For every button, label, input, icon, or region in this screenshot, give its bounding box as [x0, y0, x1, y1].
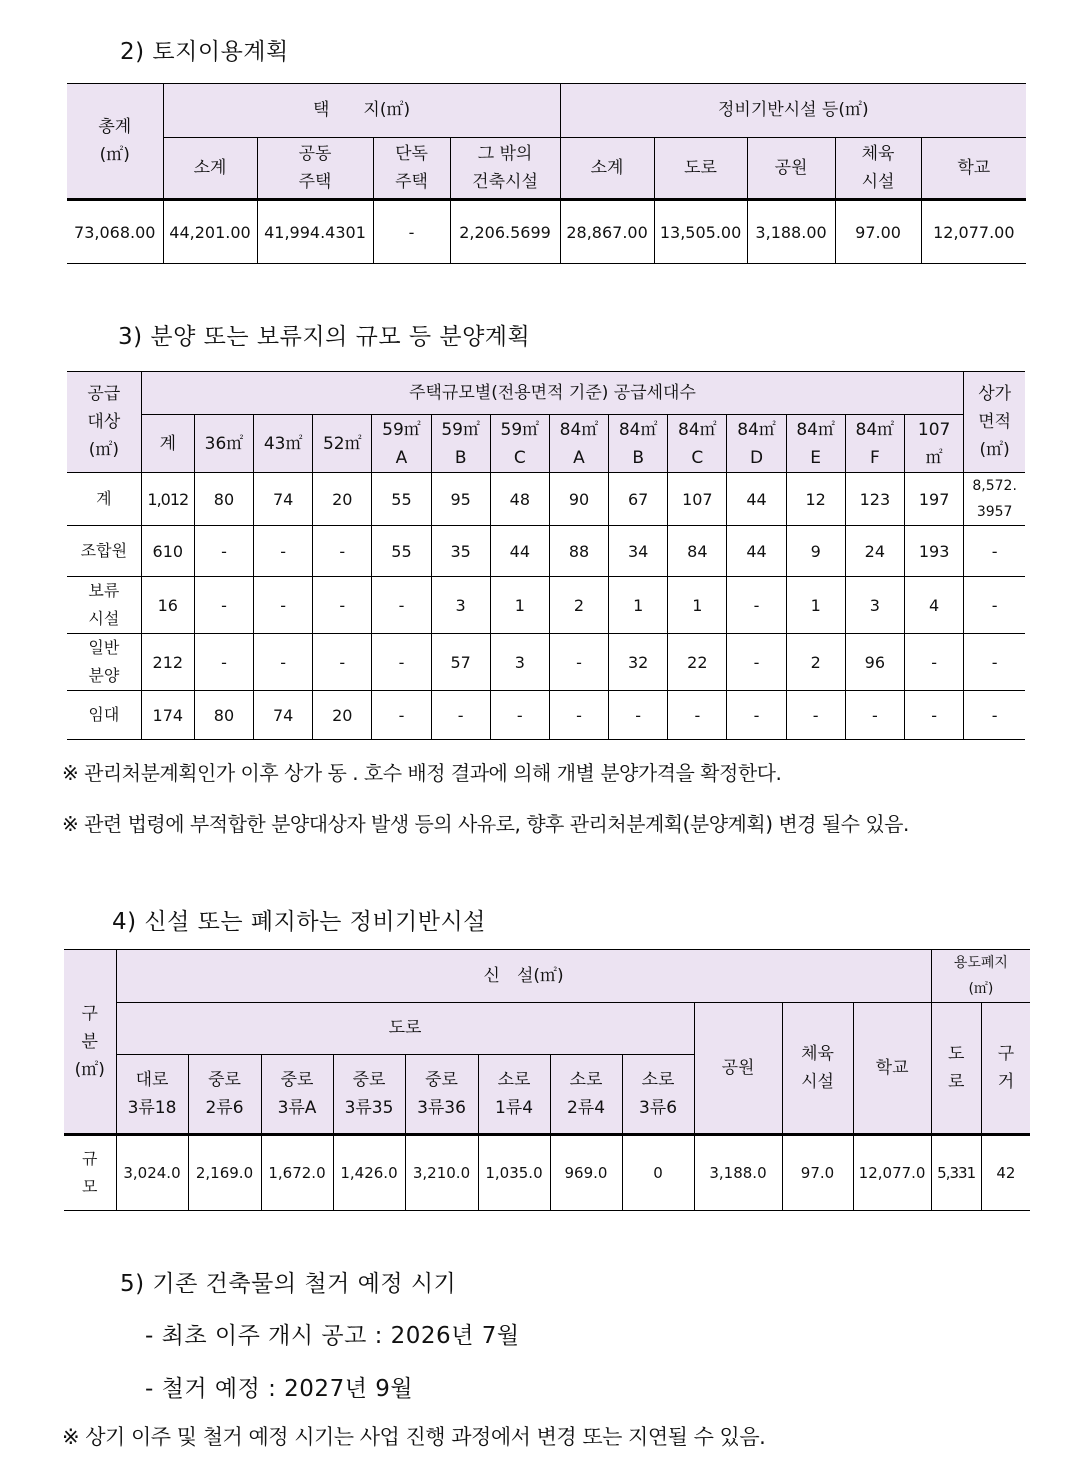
- cell: 2,169.0: [188, 1135, 261, 1211]
- header-commercial-area: 상가 면적 (㎡): [964, 372, 1025, 473]
- cell: 97.0: [782, 1135, 853, 1211]
- cell: -: [904, 634, 963, 691]
- cell: 9: [786, 526, 845, 577]
- header-infrastructure: 정비기반시설 등(㎡): [560, 84, 1026, 138]
- cell: -: [313, 577, 372, 634]
- cell: -: [609, 691, 668, 740]
- table-row: [64, 1135, 1030, 1211]
- row-label: 계: [67, 473, 141, 526]
- cell: 3,210.0: [405, 1135, 478, 1211]
- cell: 123: [845, 473, 904, 526]
- cell: -: [727, 691, 786, 740]
- header-size-col: 84㎡ C: [668, 415, 727, 473]
- cell: -: [845, 691, 904, 740]
- header-subtotal-2: 소계: [560, 138, 654, 200]
- cell: 35: [431, 526, 490, 577]
- cell: 3,188.0: [694, 1135, 782, 1211]
- cell: -: [431, 691, 490, 740]
- cell: 67: [609, 473, 668, 526]
- header-apartment: 공동 주택: [257, 138, 373, 200]
- header-road: 도로: [654, 138, 747, 200]
- header-road-class: 중로 3류35: [333, 1055, 405, 1135]
- cell: 1,012: [141, 473, 194, 526]
- cell: -: [313, 526, 372, 577]
- table-row: [67, 526, 1025, 577]
- table-row: [67, 634, 1025, 691]
- cell: 88: [549, 526, 608, 577]
- cell: 610: [141, 526, 194, 577]
- header-road-class: 소로 1류4: [478, 1055, 550, 1135]
- cell: 3: [845, 577, 904, 634]
- header-size-col: 107 ㎡: [904, 415, 963, 473]
- cell: 55: [372, 473, 431, 526]
- cell: 44: [727, 473, 786, 526]
- cell: -: [727, 577, 786, 634]
- cell: 0: [622, 1135, 694, 1211]
- row-label: 보류 시설: [67, 577, 141, 634]
- header-size-col: 36㎡: [194, 415, 253, 473]
- cell: 1: [668, 577, 727, 634]
- header-other-buildings: 그 밖의 건축시설: [450, 138, 560, 200]
- cell: 1,426.0: [333, 1135, 405, 1211]
- cell: -: [904, 691, 963, 740]
- header-road-class: 중로 3류A: [261, 1055, 333, 1135]
- cell: 20: [313, 691, 372, 740]
- cell: 55: [372, 526, 431, 577]
- note-3: ※ 상기 이주 및 철거 예정 시기는 사업 진행 과정에서 변경 또는 지연될 수 있음.: [62, 1425, 766, 1449]
- table-row: [67, 577, 1025, 634]
- cell: 80: [194, 473, 253, 526]
- table-row: 73,068.00 44,201.00 41,994.4301 - 2,206.5699 28,867.00 13,505.00 3,188.00 97.00 12,077.00: [67, 200, 1026, 264]
- cell: 969.0: [550, 1135, 622, 1211]
- infrastructure-table: [64, 949, 1030, 1211]
- header-size-col: 84㎡ A: [549, 415, 608, 473]
- header-road-class: 소로 3류6: [622, 1055, 694, 1135]
- cell: 20: [313, 473, 372, 526]
- header-kind: 구 분 (㎡): [64, 950, 116, 1135]
- commercial-area-cell: -: [964, 691, 1025, 740]
- cell: 174: [141, 691, 194, 740]
- header-size-col: 59㎡ A: [372, 415, 431, 473]
- cell: -: [668, 691, 727, 740]
- cell: 74: [254, 691, 313, 740]
- cell: -: [254, 634, 313, 691]
- header-units-by-size: 주택규모별(전용면적 기준) 공급세대수: [141, 372, 964, 415]
- header-park: 공원: [747, 138, 835, 200]
- header-road-class: 소로 2류4: [550, 1055, 622, 1135]
- header-abolish-ditch: 구 거: [981, 1003, 1030, 1135]
- table-row: [67, 473, 1025, 526]
- cell: -: [549, 691, 608, 740]
- header-road-class: 중로 2류6: [188, 1055, 261, 1135]
- cell: 2: [549, 577, 608, 634]
- commercial-area-cell: 8,572. 3957: [964, 473, 1025, 526]
- header-new: 신 설(㎡): [116, 950, 931, 1003]
- cell: -: [372, 634, 431, 691]
- cell: 24: [845, 526, 904, 577]
- land-use-table: [67, 83, 1026, 264]
- relocation-notice: - 최초 이주 개시 공고 : 2026년 7월: [145, 1323, 520, 1349]
- header-size-col: 84㎡ D: [727, 415, 786, 473]
- cell: 80: [194, 691, 253, 740]
- row-label: 임대: [67, 691, 141, 740]
- cell: 44: [490, 526, 549, 577]
- cell: 57: [431, 634, 490, 691]
- row-label: 일반 분양: [67, 634, 141, 691]
- cell: 44: [727, 526, 786, 577]
- cell: 1: [609, 577, 668, 634]
- cell: 74: [254, 473, 313, 526]
- cell: -: [372, 577, 431, 634]
- header-road-class: 중로 3류36: [405, 1055, 478, 1135]
- cell: 12: [786, 473, 845, 526]
- note-1: ※ 관리처분계획인가 이후 상가 동 . 호수 배정 결과에 의해 개별 분양가격을 확정한다.: [62, 761, 782, 785]
- note-2: ※ 관련 법령에 부적합한 분양대상자 발생 등의 사유로, 향후 관리처분계획(분양계획) 변경 될수 있음.: [62, 812, 909, 836]
- cell: 96: [845, 634, 904, 691]
- row-label: 조합원: [67, 526, 141, 577]
- cell: -: [372, 691, 431, 740]
- cell: 22: [668, 634, 727, 691]
- header-size-col: 계: [141, 415, 194, 473]
- cell: 3: [431, 577, 490, 634]
- cell: -: [490, 691, 549, 740]
- header-abolish: 용도폐지 (㎡): [931, 950, 1030, 1003]
- cell: -: [727, 634, 786, 691]
- section3-title: 3) 분양 또는 보류지의 규모 등 분양계획: [118, 324, 531, 350]
- section2-title: 2) 토지이용계획: [120, 39, 289, 65]
- cell: -: [254, 577, 313, 634]
- header-sports: 체육 시설: [835, 138, 921, 200]
- cell: -: [254, 526, 313, 577]
- cell: 1: [490, 577, 549, 634]
- header-size-col: 84㎡ F: [845, 415, 904, 473]
- cell: 4: [904, 577, 963, 634]
- cell: 197: [904, 473, 963, 526]
- header-school: 학교: [853, 1003, 931, 1135]
- cell: -: [549, 634, 608, 691]
- cell: 1: [786, 577, 845, 634]
- cell: 95: [431, 473, 490, 526]
- cell: -: [194, 526, 253, 577]
- header-abolish-road: 도 로: [931, 1003, 981, 1135]
- cell: 3,024.0: [116, 1135, 188, 1211]
- header-size-col: 59㎡ C: [490, 415, 549, 473]
- header-size-col: 59㎡ B: [431, 415, 490, 473]
- header-subtotal: 소계: [163, 138, 257, 200]
- row-label: 규 모: [64, 1135, 116, 1211]
- table-row: [67, 691, 1025, 740]
- cell: 42: [981, 1135, 1030, 1211]
- header-residential-land: 택 지(㎡): [163, 84, 560, 138]
- header-road: 도로: [116, 1003, 694, 1055]
- commercial-area-cell: -: [964, 526, 1025, 577]
- header-sports: 체육 시설: [782, 1003, 853, 1135]
- cell: 107: [668, 473, 727, 526]
- cell: 212: [141, 634, 194, 691]
- section5-title: 5) 기존 건축물의 철거 예정 시기: [120, 1271, 457, 1297]
- cell: 2: [786, 634, 845, 691]
- cell: 32: [609, 634, 668, 691]
- cell: 84: [668, 526, 727, 577]
- header-size-col: 43㎡: [254, 415, 313, 473]
- cell: -: [313, 634, 372, 691]
- cell: 16: [141, 577, 194, 634]
- header-park: 공원: [694, 1003, 782, 1135]
- cell: 1,672.0: [261, 1135, 333, 1211]
- cell: 193: [904, 526, 963, 577]
- cell: -: [194, 634, 253, 691]
- header-size-col: 84㎡ B: [609, 415, 668, 473]
- commercial-area-cell: -: [964, 634, 1025, 691]
- cell: -: [194, 577, 253, 634]
- cell: 90: [549, 473, 608, 526]
- section4-title: 4) 신설 또는 폐지하는 정비기반시설: [112, 909, 486, 935]
- cell: -: [786, 691, 845, 740]
- header-school: 학교: [921, 138, 1026, 200]
- header-supply-target: 공급 대상 (㎡): [67, 372, 141, 473]
- cell: 1,035.0: [478, 1135, 550, 1211]
- cell: 3: [490, 634, 549, 691]
- header-size-col: 84㎡ E: [786, 415, 845, 473]
- cell: 5,331: [931, 1135, 981, 1211]
- sales-plan-table: [67, 371, 1025, 740]
- header-road-class: 대로 3류18: [116, 1055, 188, 1135]
- cell: 12,077.0: [853, 1135, 931, 1211]
- header-detached: 단독 주택: [373, 138, 450, 200]
- header-size-col: 52㎡: [313, 415, 372, 473]
- cell: 34: [609, 526, 668, 577]
- demolition-schedule: - 철거 예정 : 2027년 9월: [145, 1376, 414, 1402]
- header-total: 총계 (㎡): [67, 84, 163, 200]
- commercial-area-cell: -: [964, 577, 1025, 634]
- cell: 48: [490, 473, 549, 526]
